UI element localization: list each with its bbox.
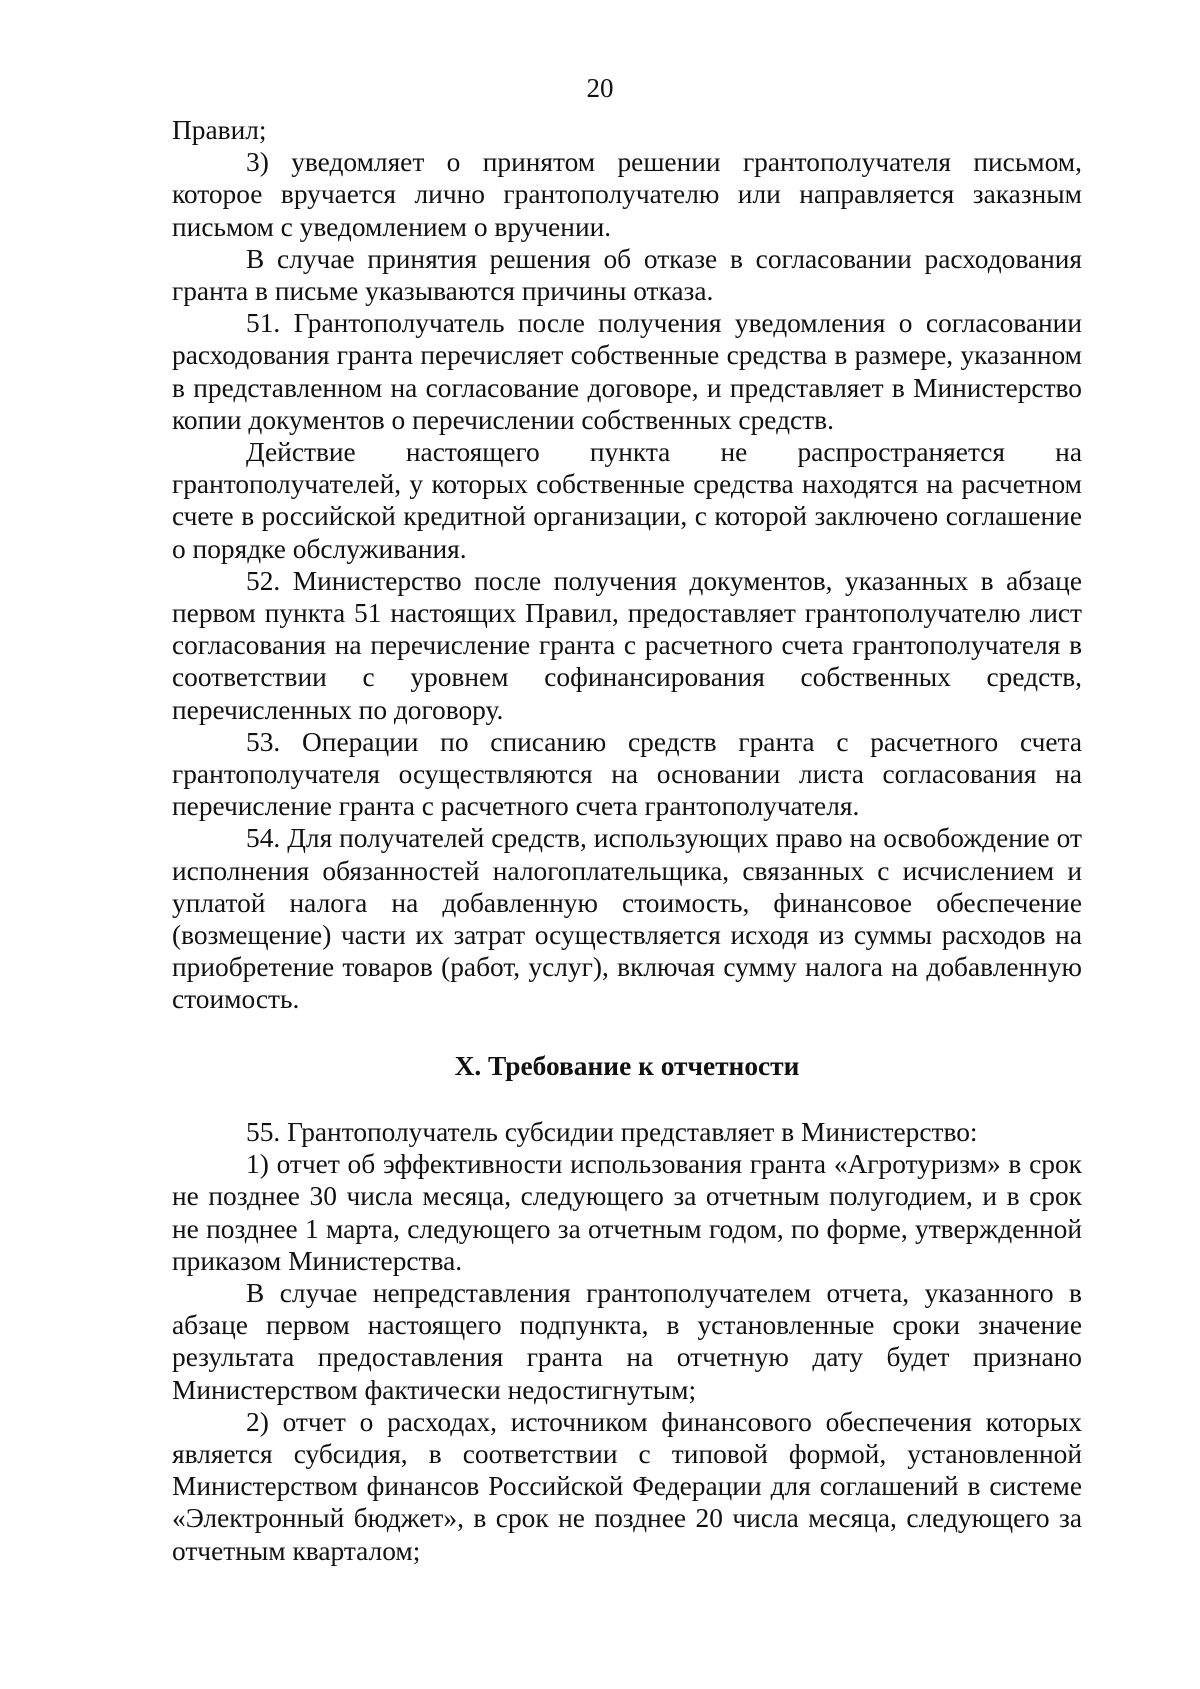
paragraph-55-nonsubmission: В случае непредставления грантополучателем отчета, указанного в абзаце первом настоящего подпункта, в установленные сроки значение результата предоставления гранта на отчетную дату будет признано Министерством фактически недостигнутым;	[172, 1277, 1082, 1405]
paragraph-55: 55. Грантополучатель субсидии представляет в Министерство:	[246, 1116, 978, 1147]
paragraph-55-item-1: 1) отчет об эффективности использования гранта «Агротуризм» в срок не позднее 30 числа месяца, следующего за отчетным полугодием, и в срок не позднее 1 марта, следующего за отчетным годом, по форме, утвержденной приказом Министерства.	[172, 1149, 1082, 1276]
section-heading: X. Требование к отчетности	[454, 1050, 800, 1081]
paragraph-continuation: Правил;	[172, 115, 267, 145]
page-number: 20	[586, 73, 614, 103]
paragraph-54: 54. Для получателей средств, использующих право на освобождение от исполнения обязанностей налогоплательщика, связанных с исчислением и уплатой налога на добавленную стоимость, финансовое обеспечение (возмещение) части их затрат осуществляется исходя из суммы расходов на приобретение товаров (работ, услуг), включая сумму налога на добавленную стоимость.	[172, 823, 1082, 1015]
paragraph-53: 53. Операции по списанию средств гранта с расчетного счета грантополучателя осуществляются на основании листа согласования на перечисление гранта с расчетного счета грантополучателя.	[172, 726, 1082, 822]
spacer	[172, 1016, 1082, 1050]
paragraph-51: 51. Грантополучатель после получения уведомления о согласовании расходования гранта перечисляет собственные средства в размере, указанном в представленном на согласование договоре, и представляет в Министерство копии документов о перечислении собственных средств.	[172, 308, 1082, 435]
paragraph-55-item-2: 2) отчет о расходах, источником финансового обеспечения которых является субсидия, в соответствии с типовой формой, установленной Министерством финансов Российской Федерации для соглашений в системе «Электронный бюджет», в срок не позднее 20 числа месяца, следующего за отчетным кварталом;	[172, 1406, 1082, 1566]
paragraph-52: 52. Министерство после получения документов, указанных в абзаце первом пункта 51 настоящих Правил, предоставляет грантополучателю лист согласования на перечисление гранта с расчетного счета грантополучателя в соответствии с уровнем софинансирования собственных средств, перечисленных по договору.	[172, 565, 1082, 725]
document-body	[172, 114, 1082, 1567]
paragraph-item-3: 3) уведомляет о принятом решении грантополучателя письмом, которое вручается лично грантополучателю или направляется заказным письмом с уведомлением о вручении.	[172, 147, 1082, 242]
paragraph-51-exception: Действие настоящего пункта не распространяется на грантополучателей, у которых собственные средства находятся на расчетном счете в российской кредитной организации, с которой заключено соглашение о порядке обслуживания.	[172, 437, 1082, 564]
spacer	[172, 1082, 1082, 1116]
paragraph-refusal-case: В случае принятия решения об отказе в согласовании расходования гранта в письме указываются причины отказа.	[172, 243, 1082, 307]
